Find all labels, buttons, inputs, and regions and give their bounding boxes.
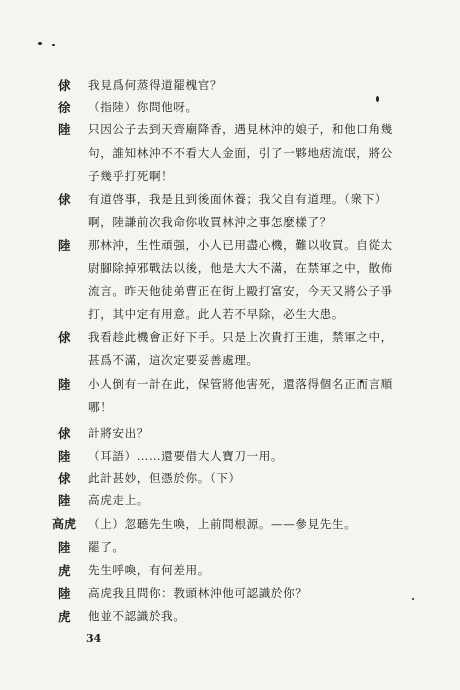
speaker-label: 俅 [58, 78, 71, 93]
speaker-label: 俅 [58, 330, 71, 345]
dialogue-line: 計將安出？ [88, 426, 149, 440]
dialogue-line: （耳語）……還要借大人寶刀一用。 [88, 449, 284, 463]
speaker-label: 陸 [58, 377, 71, 392]
speaker-label: 陸 [58, 586, 71, 601]
dialogue-line: 我見爲何蒸得道罷槐官？ [88, 78, 223, 92]
scan-speck [412, 598, 414, 600]
scan-speck [52, 44, 55, 46]
speaker-label: 陸 [58, 122, 71, 137]
dialogue-line: （指陸）你問他呀。 [88, 100, 198, 114]
scan-speck [38, 42, 42, 45]
speaker-label: 徐 [58, 100, 71, 115]
dialogue-line: 打，其中定有用意。此人若不早除，必生大患。 [88, 307, 345, 321]
dialogue-line: 甚爲不滿，這次定要妥善處理。 [88, 353, 259, 367]
speaker-label: 陸 [58, 238, 71, 253]
dialogue-line: 我看趁此機會正好下手。只是上次貴打王進，禁軍之中， [88, 330, 393, 344]
dialogue-line: （上）忽聽先生喚，上前問根源。——參見先生。 [88, 517, 357, 531]
speaker-label: 虎 [58, 609, 71, 624]
speaker-label: 高虎 [52, 517, 77, 531]
dialogue-line: 高虎走上。 [88, 493, 149, 507]
speaker-label: 俅 [58, 426, 71, 441]
dialogue-line: 句，誰知林沖不不看大人金面，引了一夥地痞流氓，將公 [88, 146, 393, 160]
dialogue-line: 先生呼喚，有何差用。 [88, 563, 210, 577]
dialogue-line: 啊，陸謙前次我命你收買林沖之事怎麼樣了？ [88, 215, 332, 229]
dialogue-line: 那林沖，生性頑强，小人已用盡心機，難以收買。自從太 [88, 238, 393, 252]
dialogue-line: 流言。昨天他徒弟曹正在街上毆打富安，今天又將公子爭 [88, 284, 393, 298]
dialogue-line: 小人倒有一計在此，保管將他害死，還落得個名正而言順 [88, 377, 393, 391]
dialogue-line: 尉腳除掉邪戰法以後，他是大大不滿，在禁軍之中，散佈 [88, 261, 393, 275]
dialogue-line: 此計甚妙，但憑於你。（下） [88, 471, 241, 485]
speaker-label: 陸 [58, 493, 71, 508]
dialogue-line: 有道啓事，我是且到後面休養；我父自有道理。（衆下） [88, 192, 388, 206]
dialogue-line: 子幾乎打死啊！ [88, 169, 174, 183]
dialogue-line: 他並不認識於我。 [88, 609, 186, 623]
dialogue-line: 罷了。 [88, 540, 125, 554]
page-number: 34 [86, 632, 102, 645]
speaker-label: 俅 [58, 192, 71, 207]
dialogue-line: 高虎我且問你：教頭林沖他可認識於你？ [88, 586, 308, 600]
speaker-label: 陸 [58, 449, 71, 464]
scan-speck [376, 96, 379, 102]
speaker-label: 虎 [58, 563, 71, 578]
dialogue-line: 哪！ [88, 400, 113, 414]
speaker-label: 俅 [58, 471, 71, 486]
dialogue-line: 只因公子去到天齊廟降香，遇見林沖的娘子，和他口角幾 [88, 122, 393, 136]
speaker-label: 陸 [58, 540, 71, 555]
